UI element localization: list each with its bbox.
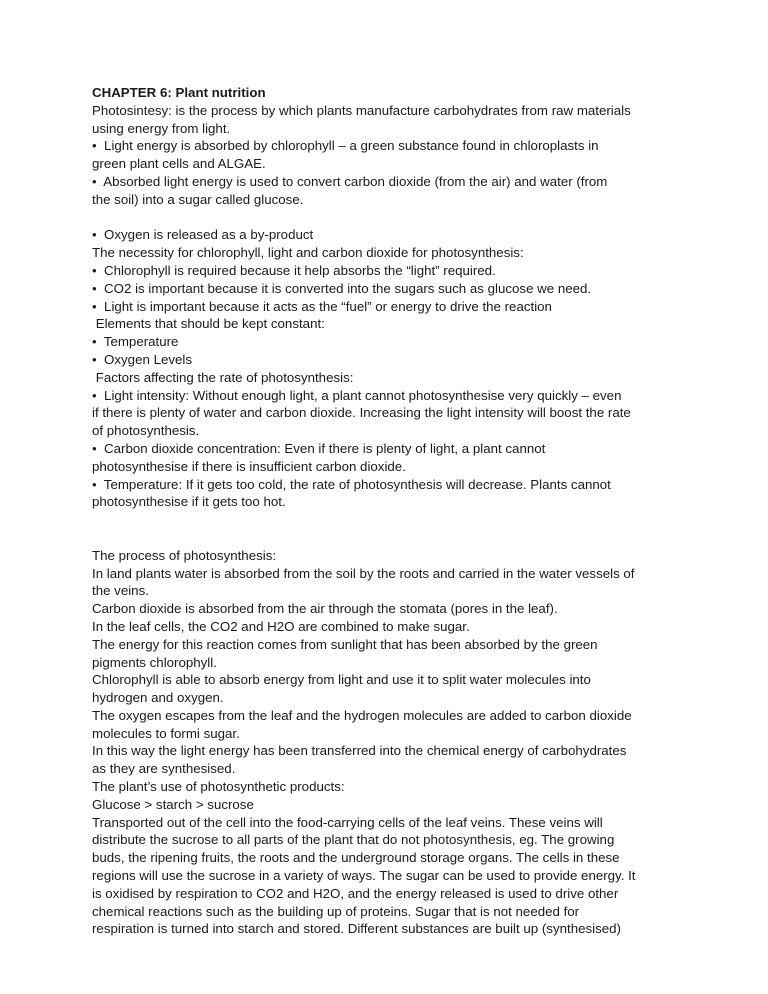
text-line: The plant’s use of photosynthetic products: (92, 779, 345, 795)
text-line: The necessity for chlorophyll, light and carbon dioxide for photosynthesis: (92, 245, 524, 261)
text-line: green plant cells and ALGAE. (92, 156, 266, 172)
text-line: • Oxygen is released as a by-product (92, 227, 314, 243)
text-line: Chlorophyll is able to absorb energy from light and use it to split water molecules into (92, 672, 591, 688)
factors-section (92, 226, 692, 511)
text-line: the veins. (92, 583, 149, 599)
paragraph-spacer (92, 511, 692, 547)
intro-section (92, 102, 692, 209)
text-line: • CO2 is important because it is converted into the sugars such as glucose we need. (92, 280, 592, 296)
text-line: molecules to formi sugar. (92, 725, 240, 741)
chapter-title: CHAPTER 6: Plant nutrition (92, 85, 266, 100)
process-section (92, 547, 692, 939)
text-line: • Carbon dioxide concentration: Even if there is plenty of light, a plant cannot (92, 440, 546, 456)
text-line: In this way the light energy has been transferred into the chemical energy of carbohydrates (92, 743, 627, 759)
text-line: • Temperature (92, 334, 179, 350)
text-line: • Temperature: If it gets too cold, the rate of photosynthesis will decrease. Plants cannot (92, 476, 611, 492)
text-line: In the leaf cells, the CO2 and H2O are combined to make sugar. (92, 618, 470, 634)
text-line: hydrogen and oxygen. (92, 690, 224, 706)
text-line: pigments chlorophyll. (92, 654, 217, 670)
text-line: of photosynthesis. (92, 423, 200, 439)
text-line: • Oxygen Levels (92, 351, 192, 367)
text-line: • Light energy is absorbed by chlorophyll – a green substance found in chloroplasts in (92, 138, 599, 154)
text-line: The process of photosynthesis: (92, 547, 277, 563)
text-line: • Light intensity: Without enough light, a plant cannot photosynthesise very quickly – even (92, 387, 622, 403)
text-line: Carbon dioxide is absorbed from the air through the stomata (pores in the leaf). (92, 601, 558, 617)
text-line: In land plants water is absorbed from the soil by the roots and carried in the water vessels of (92, 565, 635, 581)
text-line: Glucose > starch > sucrose (92, 796, 254, 812)
text-line: Transported out of the cell into the food-carrying cells of the leaf veins. These veins will (92, 814, 603, 830)
text-line: The oxygen escapes from the leaf and the hydrogen molecules are added to carbon dioxide (92, 707, 632, 723)
text-line: buds, the ripening fruits, the roots and the underground storage organs. The cells in these (92, 850, 620, 866)
text-line: The energy for this reaction comes from sunlight that has been absorbed by the green (92, 636, 598, 652)
text-line: photosynthesise if there is insufficient carbon dioxide. (92, 458, 406, 474)
text-line: chemical reactions such as the building up of proteins. Sugar that is not needed for (92, 903, 580, 919)
paragraph-spacer (92, 209, 692, 227)
text-line: photosynthesise if it gets too hot. (92, 494, 286, 510)
text-line: Photosintesy: is the process by which plants manufacture carbohydrates from raw materials (92, 102, 631, 118)
text-line: the soil) into a sugar called glucose. (92, 191, 304, 207)
document-page (92, 84, 692, 938)
text-line: • Light is important because it acts as the “fuel” or energy to drive the reaction (92, 298, 552, 314)
text-line: if there is plenty of water and carbon dioxide. Increasing the light intensity will boost the rate (92, 405, 631, 421)
text-line: respiration is turned into starch and stored. Different substances are built up (synthesised) (92, 921, 621, 937)
text-line: Elements that should be kept constant: (92, 316, 325, 332)
text-line: • Chlorophyll is required because it help absorbs the “light” required. (92, 262, 496, 278)
text-line: distribute the sucrose to all parts of the plant that do not photosynthesis, eg. The growing (92, 832, 615, 848)
text-line: regions will use the sucrose in a variety of ways. The sugar can be used to provide energy. It (92, 868, 636, 884)
text-line: • Absorbed light energy is used to convert carbon dioxide (from the air) and water (from (92, 173, 608, 189)
text-line: using energy from light. (92, 120, 231, 136)
text-line: as they are synthesised. (92, 761, 236, 777)
text-line: is oxidised by respiration to CO2 and H2O, and the energy released is used to drive other (92, 885, 619, 901)
text-line: Factors affecting the rate of photosynthesis: (92, 369, 354, 385)
